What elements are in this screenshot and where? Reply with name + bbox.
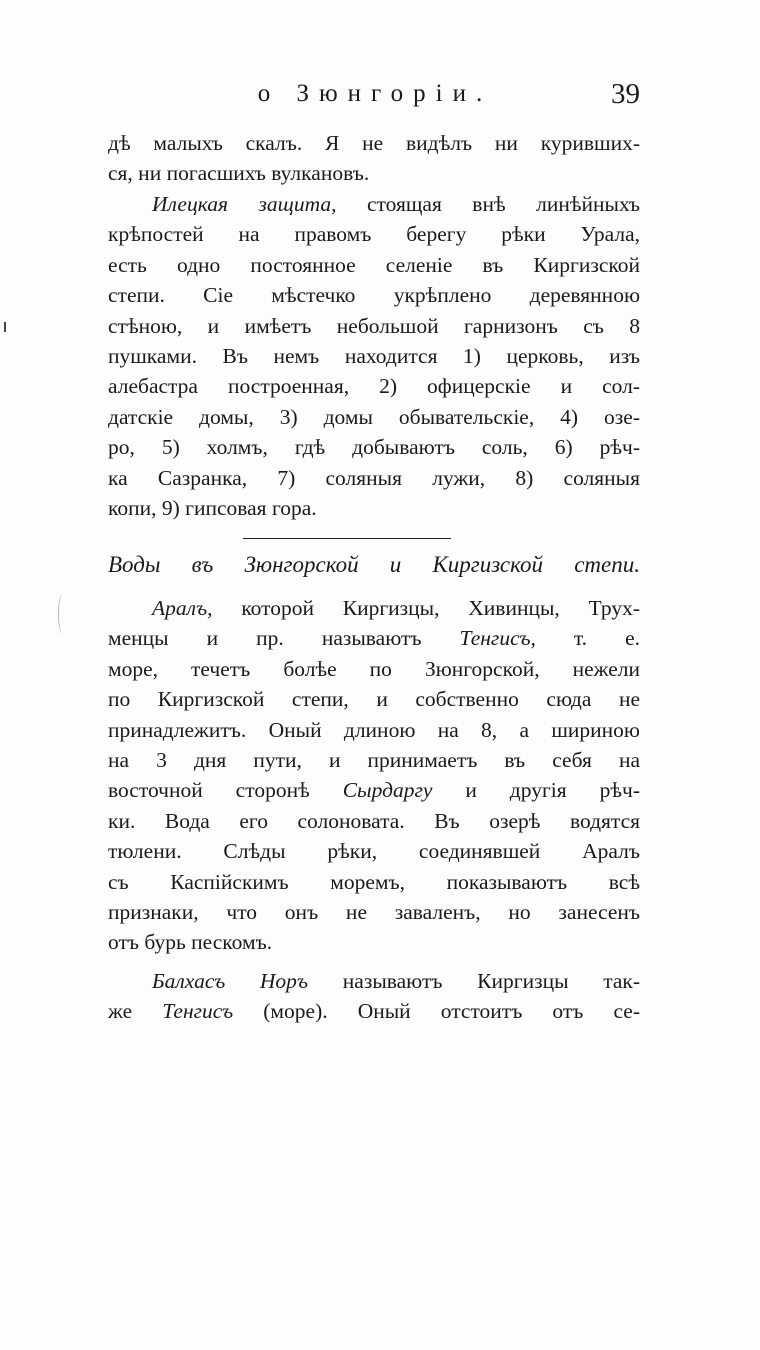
- text-line: отъ бурь пескомъ.: [108, 930, 273, 955]
- text-run: стоящая внѣ линѣйныхъ: [336, 192, 641, 216]
- italic-term: Балхасъ Норъ: [152, 969, 309, 993]
- section-heading: Воды въ Зюнгорской и Киргизской степи.: [108, 552, 640, 577]
- section-divider: [243, 538, 451, 539]
- text-line: степи. Сіе мѣстечко укрѣплено деревянною: [108, 283, 640, 308]
- text-line: [108, 593, 640, 623]
- text-line: ка Сазранка, 7) соляныя лужи, 8) соляныя: [108, 465, 640, 490]
- text-line: стѣною, и имѣетъ небольшой гарнизонъ съ 8: [108, 313, 640, 338]
- text-line: пушками. Въ немъ находится 1) церковь, изъ: [108, 343, 640, 368]
- text-line: [108, 996, 640, 1026]
- italic-term: Сырдаргу: [342, 778, 433, 803]
- text-line: [108, 966, 640, 996]
- text-line: ся, ни погасшихъ вулкановъ.: [108, 161, 370, 186]
- text-line: ро, 5) холмъ, гдѣ добываютъ соль, 6) рѣч-: [108, 435, 640, 460]
- text-run: восточной сторонѣ: [108, 778, 343, 803]
- text-line: алебастра построенная, 2) офицерскіе и сол-: [108, 374, 640, 399]
- text-line: море, течетъ болѣе по Зюнгорской, нежели: [108, 656, 640, 681]
- text-line: датскіе домы, 3) домы обывательскіе, 4) озе-: [108, 404, 640, 429]
- text-line: крѣпостей на правомъ берегу рѣки Урала,: [108, 222, 640, 247]
- italic-term: Илецкая защита,: [152, 192, 337, 216]
- text-line: [108, 623, 640, 653]
- italic-term: Аралъ,: [152, 596, 213, 620]
- paragraph-continued: [108, 128, 640, 189]
- text-line: на 3 дня пути, и принимаетъ въ себя на: [108, 747, 640, 772]
- text-line: тюлени. Слѣды рѣки, соединявшей Аралъ: [108, 839, 640, 864]
- text-run: , т. е.: [530, 626, 640, 651]
- text-line: съ Каспійскимъ моремъ, показываютъ всѣ: [108, 869, 640, 894]
- italic-term: Тенгисъ: [162, 999, 234, 1024]
- paragraph-aral: [108, 593, 640, 958]
- text-line: [108, 189, 640, 219]
- text-line: [108, 775, 640, 805]
- text-line: есть одно постоянное селеніе въ Киргизской: [108, 252, 640, 277]
- text-run: (море). Оный отстоитъ отъ се-: [233, 999, 640, 1024]
- running-title: о Зюнгоріи.: [257, 80, 493, 107]
- running-head: [110, 78, 640, 114]
- text-run: менцы и пр. называютъ: [108, 626, 460, 651]
- text-line: копи, 9) гипсовая гора.: [108, 495, 317, 520]
- text-run: же: [108, 999, 163, 1024]
- page-number: 39: [611, 78, 640, 110]
- text-run: называютъ Киргизцы так-: [308, 969, 640, 993]
- text-line: по Киргизской степи, и собственно сюда не: [108, 687, 640, 712]
- text-run: и другія рѣч-: [432, 778, 640, 803]
- text-line: признаки, что онъ не заваленъ, но занесенъ: [108, 899, 640, 924]
- italic-term: Тенгисъ: [459, 626, 531, 651]
- text-line: принадлежитъ. Оный длиною на 8, а шириною: [108, 717, 640, 742]
- paragraph-iletsk: [108, 189, 640, 523]
- text-line: дѣ малыхъ скалъ. Я не видѣлъ ни куривших-: [108, 131, 640, 155]
- text-line: ки. Вода его солоновата. Въ озерѣ водятся: [108, 808, 640, 833]
- text-run: которой Киргизцы, Хивинцы, Трух-: [212, 596, 640, 620]
- paragraph-balkhash: [108, 966, 640, 1027]
- margin-mark: [4, 322, 6, 332]
- margin-bracket: [58, 594, 67, 634]
